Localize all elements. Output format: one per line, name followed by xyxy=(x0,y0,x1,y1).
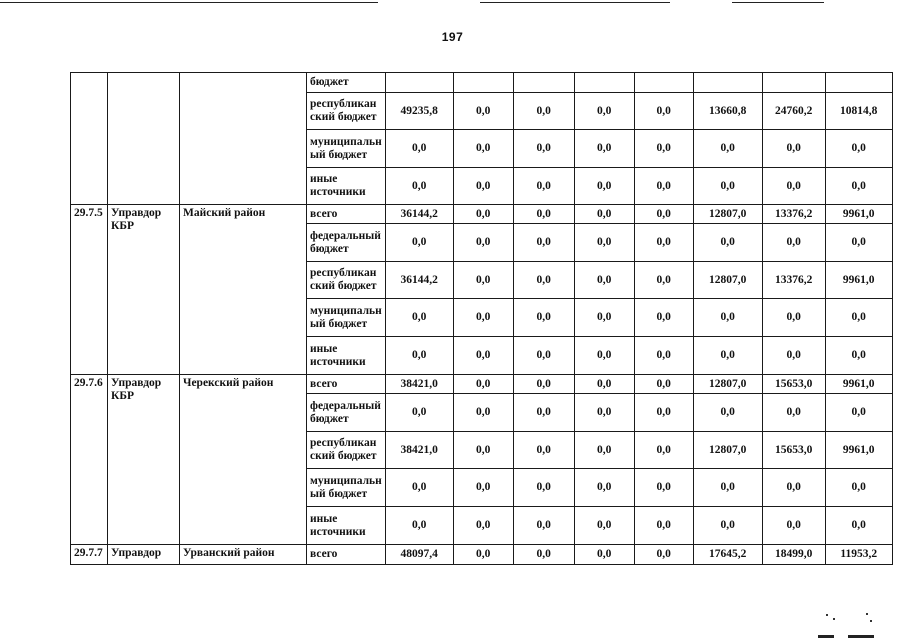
amount-cell: 0,0 xyxy=(825,168,892,205)
amount-cell: 13660,8 xyxy=(693,93,762,130)
amount-cell: 0,0 xyxy=(453,545,513,565)
table-row xyxy=(71,375,893,394)
amount-cell: 0,0 xyxy=(453,375,513,394)
amount-cell: 0,0 xyxy=(762,337,825,375)
amount-cell: 0,0 xyxy=(693,337,762,375)
district-cell: Черекский район xyxy=(180,375,307,545)
amount-cell: 0,0 xyxy=(574,469,634,507)
funding-source-label: республикан ский бюджет xyxy=(307,93,386,130)
amount-cell: 0,0 xyxy=(762,507,825,545)
amount-cell: 0,0 xyxy=(634,224,693,262)
amount-cell: 0,0 xyxy=(385,168,453,205)
amount-cell: 0,0 xyxy=(762,168,825,205)
amount-cell: 0,0 xyxy=(634,375,693,394)
funding-source-label: всего xyxy=(307,205,386,224)
amount-cell: 0,0 xyxy=(634,432,693,469)
amount-cell: 0,0 xyxy=(453,262,513,299)
district-cell: Майский район xyxy=(180,205,307,375)
amount-cell: 0,0 xyxy=(513,299,574,337)
amount-cell: 0,0 xyxy=(634,507,693,545)
amount-cell: 15653,0 xyxy=(762,432,825,469)
amount-cell: 0,0 xyxy=(453,224,513,262)
amount-cell: 0,0 xyxy=(762,469,825,507)
funding-source-label: федеральный бюджет xyxy=(307,224,386,262)
amount-cell xyxy=(453,73,513,93)
amount-cell: 0,0 xyxy=(693,130,762,168)
amount-cell: 0,0 xyxy=(634,337,693,375)
amount-cell: 12807,0 xyxy=(693,375,762,394)
amount-cell: 0,0 xyxy=(513,375,574,394)
scan-speck xyxy=(826,614,828,616)
amount-cell: 0,0 xyxy=(693,224,762,262)
funding-source-label: республикан ский бюджет xyxy=(307,262,386,299)
amount-cell: 0,0 xyxy=(762,130,825,168)
funding-source-label: муниципальн ый бюджет xyxy=(307,469,386,507)
district-cell xyxy=(180,73,307,205)
amount-cell: 0,0 xyxy=(825,394,892,432)
budget-table xyxy=(70,72,893,565)
funding-source-label: муниципальн ый бюджет xyxy=(307,299,386,337)
amount-cell: 0,0 xyxy=(634,262,693,299)
amount-cell: 0,0 xyxy=(634,545,693,565)
amount-cell: 38421,0 xyxy=(385,432,453,469)
amount-cell: 15653,0 xyxy=(762,375,825,394)
executor-cell: Управдор КБР xyxy=(108,205,180,375)
page-bottom-mark xyxy=(848,635,874,638)
amount-cell xyxy=(385,73,453,93)
amount-cell: 0,0 xyxy=(634,299,693,337)
amount-cell: 0,0 xyxy=(693,394,762,432)
amount-cell: 12807,0 xyxy=(693,205,762,224)
amount-cell: 0,0 xyxy=(385,299,453,337)
amount-cell: 0,0 xyxy=(574,394,634,432)
scan-speck xyxy=(866,613,868,615)
amount-cell: 0,0 xyxy=(574,93,634,130)
table-row xyxy=(71,545,893,565)
amount-cell: 0,0 xyxy=(825,224,892,262)
page-number: 197 xyxy=(441,30,464,44)
amount-cell: 0,0 xyxy=(693,168,762,205)
amount-cell: 0,0 xyxy=(453,299,513,337)
item-number: 29.7.5 xyxy=(71,205,108,375)
amount-cell: 0,0 xyxy=(634,205,693,224)
funding-source-label: всего xyxy=(307,375,386,394)
amount-cell: 0,0 xyxy=(693,469,762,507)
amount-cell: 0,0 xyxy=(513,168,574,205)
amount-cell: 0,0 xyxy=(574,432,634,469)
amount-cell: 18499,0 xyxy=(762,545,825,565)
amount-cell: 0,0 xyxy=(634,168,693,205)
amount-cell: 0,0 xyxy=(574,375,634,394)
scan-speck xyxy=(870,620,872,622)
amount-cell: 0,0 xyxy=(513,432,574,469)
page-top-rule xyxy=(0,2,378,3)
amount-cell: 9961,0 xyxy=(825,432,892,469)
scan-speck xyxy=(833,618,835,620)
funding-source-label: всего xyxy=(307,545,386,565)
amount-cell: 38421,0 xyxy=(385,375,453,394)
funding-source-label: иные источники xyxy=(307,507,386,545)
funding-source-label: муниципальн ый бюджет xyxy=(307,130,386,168)
amount-cell: 9961,0 xyxy=(825,205,892,224)
amount-cell: 0,0 xyxy=(762,224,825,262)
amount-cell: 0,0 xyxy=(574,262,634,299)
amount-cell: 48097,4 xyxy=(385,545,453,565)
amount-cell: 0,0 xyxy=(574,130,634,168)
amount-cell: 0,0 xyxy=(453,168,513,205)
page-bottom-mark xyxy=(818,635,834,638)
amount-cell: 17645,2 xyxy=(693,545,762,565)
amount-cell: 0,0 xyxy=(634,469,693,507)
amount-cell: 0,0 xyxy=(513,394,574,432)
amount-cell: 36144,2 xyxy=(385,205,453,224)
amount-cell: 0,0 xyxy=(762,394,825,432)
amount-cell xyxy=(693,73,762,93)
executor-cell xyxy=(108,73,180,205)
funding-source-label: республикан ский бюджет xyxy=(307,432,386,469)
amount-cell xyxy=(574,73,634,93)
amount-cell: 0,0 xyxy=(574,299,634,337)
page-top-rule xyxy=(480,2,670,3)
amount-cell: 0,0 xyxy=(385,469,453,507)
amount-cell: 12807,0 xyxy=(693,432,762,469)
amount-cell: 0,0 xyxy=(453,337,513,375)
amount-cell: 0,0 xyxy=(453,205,513,224)
item-number: 29.7.6 xyxy=(71,375,108,545)
amount-cell: 0,0 xyxy=(453,469,513,507)
amount-cell: 0,0 xyxy=(513,469,574,507)
amount-cell: 0,0 xyxy=(574,507,634,545)
amount-cell: 0,0 xyxy=(825,469,892,507)
amount-cell: 11953,2 xyxy=(825,545,892,565)
amount-cell: 0,0 xyxy=(574,205,634,224)
item-number: 29.7.7 xyxy=(71,545,108,565)
amount-cell: 0,0 xyxy=(513,205,574,224)
amount-cell: 0,0 xyxy=(825,130,892,168)
amount-cell: 9961,0 xyxy=(825,262,892,299)
amount-cell: 0,0 xyxy=(385,337,453,375)
amount-cell: 0,0 xyxy=(513,224,574,262)
amount-cell: 0,0 xyxy=(634,93,693,130)
amount-cell: 0,0 xyxy=(513,262,574,299)
amount-cell xyxy=(634,73,693,93)
amount-cell: 0,0 xyxy=(513,507,574,545)
amount-cell: 0,0 xyxy=(513,337,574,375)
amount-cell xyxy=(825,73,892,93)
amount-cell: 0,0 xyxy=(453,93,513,130)
amount-cell: 0,0 xyxy=(825,507,892,545)
amount-cell xyxy=(513,73,574,93)
funding-source-label: иные источники xyxy=(307,168,386,205)
amount-cell: 49235,8 xyxy=(385,93,453,130)
amount-cell: 0,0 xyxy=(385,394,453,432)
amount-cell: 13376,2 xyxy=(762,205,825,224)
amount-cell: 24760,2 xyxy=(762,93,825,130)
executor-cell: Управдор КБР xyxy=(108,375,180,545)
amount-cell: 0,0 xyxy=(574,224,634,262)
amount-cell: 0,0 xyxy=(513,130,574,168)
page-top-rule xyxy=(732,2,824,3)
funding-source-label: федеральный бюджет xyxy=(307,394,386,432)
amount-cell: 0,0 xyxy=(693,507,762,545)
amount-cell: 9961,0 xyxy=(825,375,892,394)
amount-cell xyxy=(762,73,825,93)
table-row xyxy=(71,205,893,224)
amount-cell: 0,0 xyxy=(762,299,825,337)
district-cell: Урванский район xyxy=(180,545,307,565)
item-number xyxy=(71,73,108,205)
amount-cell: 0,0 xyxy=(574,337,634,375)
amount-cell: 12807,0 xyxy=(693,262,762,299)
funding-source-label: иные источники xyxy=(307,337,386,375)
funding-source-label: бюджет xyxy=(307,73,386,93)
amount-cell: 0,0 xyxy=(634,130,693,168)
amount-cell: 0,0 xyxy=(825,299,892,337)
amount-cell: 0,0 xyxy=(825,337,892,375)
amount-cell: 0,0 xyxy=(513,545,574,565)
amount-cell: 0,0 xyxy=(385,507,453,545)
amount-cell: 0,0 xyxy=(693,299,762,337)
amount-cell: 13376,2 xyxy=(762,262,825,299)
amount-cell: 10814,8 xyxy=(825,93,892,130)
amount-cell: 0,0 xyxy=(574,545,634,565)
amount-cell: 0,0 xyxy=(574,168,634,205)
amount-cell: 0,0 xyxy=(453,432,513,469)
table-row xyxy=(71,73,893,93)
amount-cell: 0,0 xyxy=(634,394,693,432)
amount-cell: 0,0 xyxy=(385,130,453,168)
amount-cell: 0,0 xyxy=(453,507,513,545)
amount-cell: 36144,2 xyxy=(385,262,453,299)
amount-cell: 0,0 xyxy=(453,130,513,168)
amount-cell: 0,0 xyxy=(513,93,574,130)
executor-cell: Управдор xyxy=(108,545,180,565)
amount-cell: 0,0 xyxy=(385,224,453,262)
amount-cell: 0,0 xyxy=(453,394,513,432)
